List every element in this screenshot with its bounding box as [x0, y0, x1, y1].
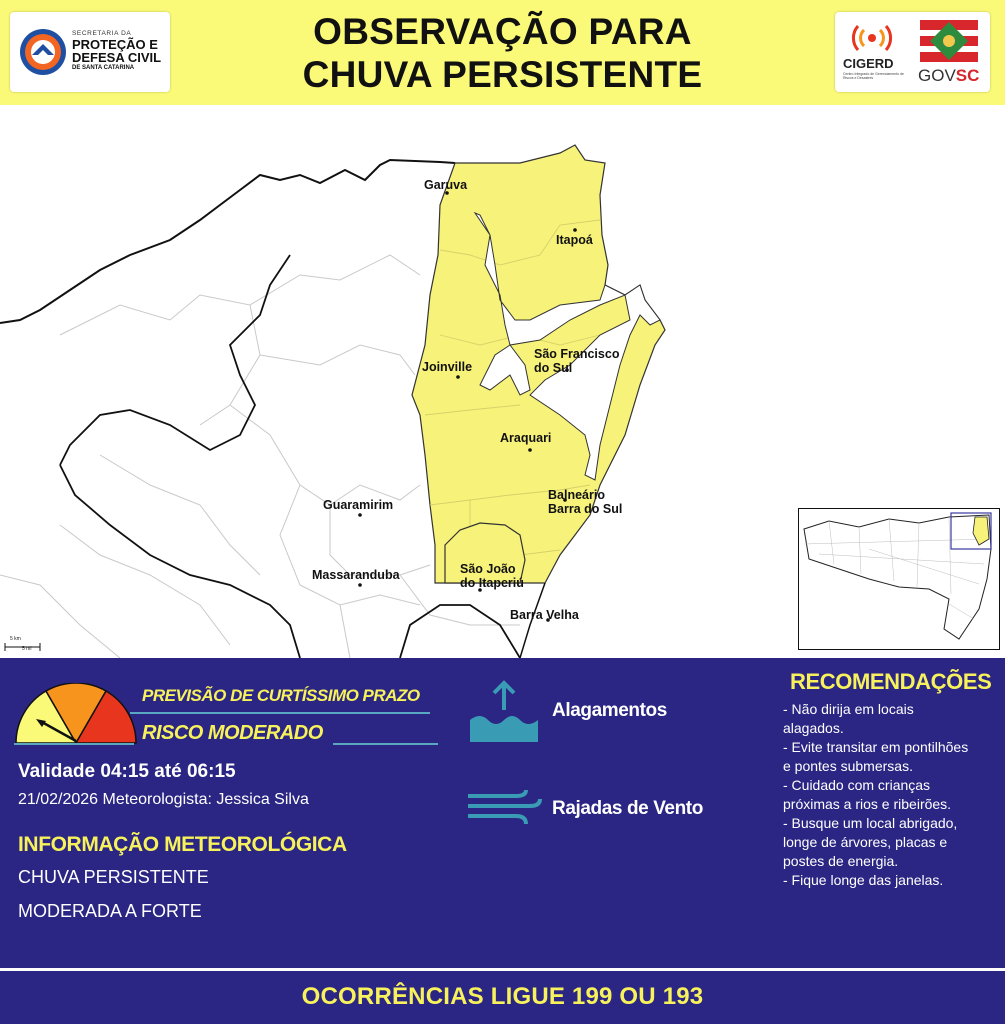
recommendation-line: - Não dirija em locais [783, 701, 914, 717]
title-line2: CHUVA PERSISTENTE [302, 54, 703, 95]
defesa-civil-logo [10, 12, 170, 92]
label-massaranduba: Massaranduba [312, 568, 400, 582]
inset-map [798, 508, 1000, 650]
risk-gauge-icon [14, 683, 138, 745]
recommendation-line: postes de energia. [783, 853, 899, 869]
recommendation-line: e pontes submersas. [783, 758, 913, 774]
recommendation-line: - Fique longe das janelas. [783, 872, 944, 888]
date-meteorologist: 21/02/2026 Meteorologista: Jessica Silva [18, 791, 309, 808]
logo-line3: DE SANTA CATARINA [72, 65, 135, 71]
regional-border-south [60, 465, 300, 658]
alert-map [0, 105, 1005, 658]
risk-level: RISCO MODERADO [142, 722, 323, 744]
regional-border-barra [400, 605, 520, 658]
hazard-flood-label: Alagamentos [552, 700, 667, 721]
recommendation-line: alagados. [783, 720, 844, 736]
recommendation-line: próximas a rios e ribeirões. [783, 796, 952, 812]
validity-text: Validade 04:15 até 06:15 [18, 761, 236, 782]
recommendation-line: longe de árvores, placas e [783, 834, 948, 850]
footer-banner [0, 968, 1005, 1024]
header-banner [0, 0, 1005, 105]
page-title [200, 10, 805, 96]
sc-flag-icon [920, 20, 978, 62]
heading-underline [130, 712, 430, 714]
cigerd-signal-icon [851, 20, 893, 52]
cigerd-label: CIGERD [843, 56, 894, 71]
label-araquari: Araquari [500, 431, 552, 445]
govsc-gov-text: GOV [918, 66, 956, 85]
recommendation-line: - Busque um local abrigado, [783, 815, 958, 831]
logo-small-text: SECRETARIA DA [72, 30, 132, 37]
title-line1: OBSERVAÇÃO PARA [313, 11, 692, 52]
wind-icon [466, 788, 544, 828]
risk-underline [333, 743, 438, 745]
label-balneario-barra-do-sul: Balneário Barra do Sul [548, 488, 623, 516]
label-guaramirim: Guaramirim [323, 498, 394, 512]
defesa-civil-emblem-icon [18, 27, 68, 77]
emergency-numbers: OCORRÊNCIAS LIGUE 199 OU 193 [301, 983, 704, 1010]
label-garuva: Garuva [424, 178, 468, 192]
hazard-wind-label: Rajadas de Vento [552, 798, 703, 819]
label-joinville: Joinville [422, 360, 473, 374]
scale-mi-label: 5 mi [22, 646, 32, 652]
label-itapoa: Itapoá [556, 233, 593, 247]
regional-border [60, 255, 290, 465]
label-sao-francisco-do-sul: São Francisco do Sul [534, 347, 620, 375]
cigerd-sub: Centro Integrado de Gerenciamento de Riscos e Desastres [843, 72, 904, 80]
state-border [0, 160, 455, 323]
recommendations-list [783, 700, 998, 890]
recommendation-line: - Evite transitar em pontilhões [783, 739, 969, 755]
forecast-heading: PREVISÃO DE CURTÍSSIMO PRAZO [142, 686, 420, 705]
label-barra-velha: Barra Velha [510, 608, 579, 622]
logo-line1: PROTEÇÃO E [72, 37, 158, 52]
info-line1: CHUVA PERSISTENTE [18, 867, 209, 887]
gauge-baseline [14, 743, 134, 745]
label-sao-joao-do-itaperiu: São João do Itaperiú [460, 562, 524, 590]
scale-km-label: 5 km [10, 636, 21, 642]
govsc-label [918, 66, 979, 86]
inset-state-outline [799, 509, 998, 648]
info-panel [0, 658, 1005, 968]
flood-icon [468, 680, 540, 742]
recommendations-title: RECOMENDAÇÕES [790, 669, 992, 694]
cigerd-govsc-logo [835, 12, 990, 92]
govsc-sc-text: SC [955, 66, 980, 85]
info-title: INFORMAÇÃO METEOROLÓGICA [18, 833, 347, 856]
recommendation-line: - Cuidado com crianças [783, 777, 931, 793]
logo-line2: DEFESA CIVIL [72, 50, 162, 65]
info-line2: MODERADA A FORTE [18, 901, 202, 921]
